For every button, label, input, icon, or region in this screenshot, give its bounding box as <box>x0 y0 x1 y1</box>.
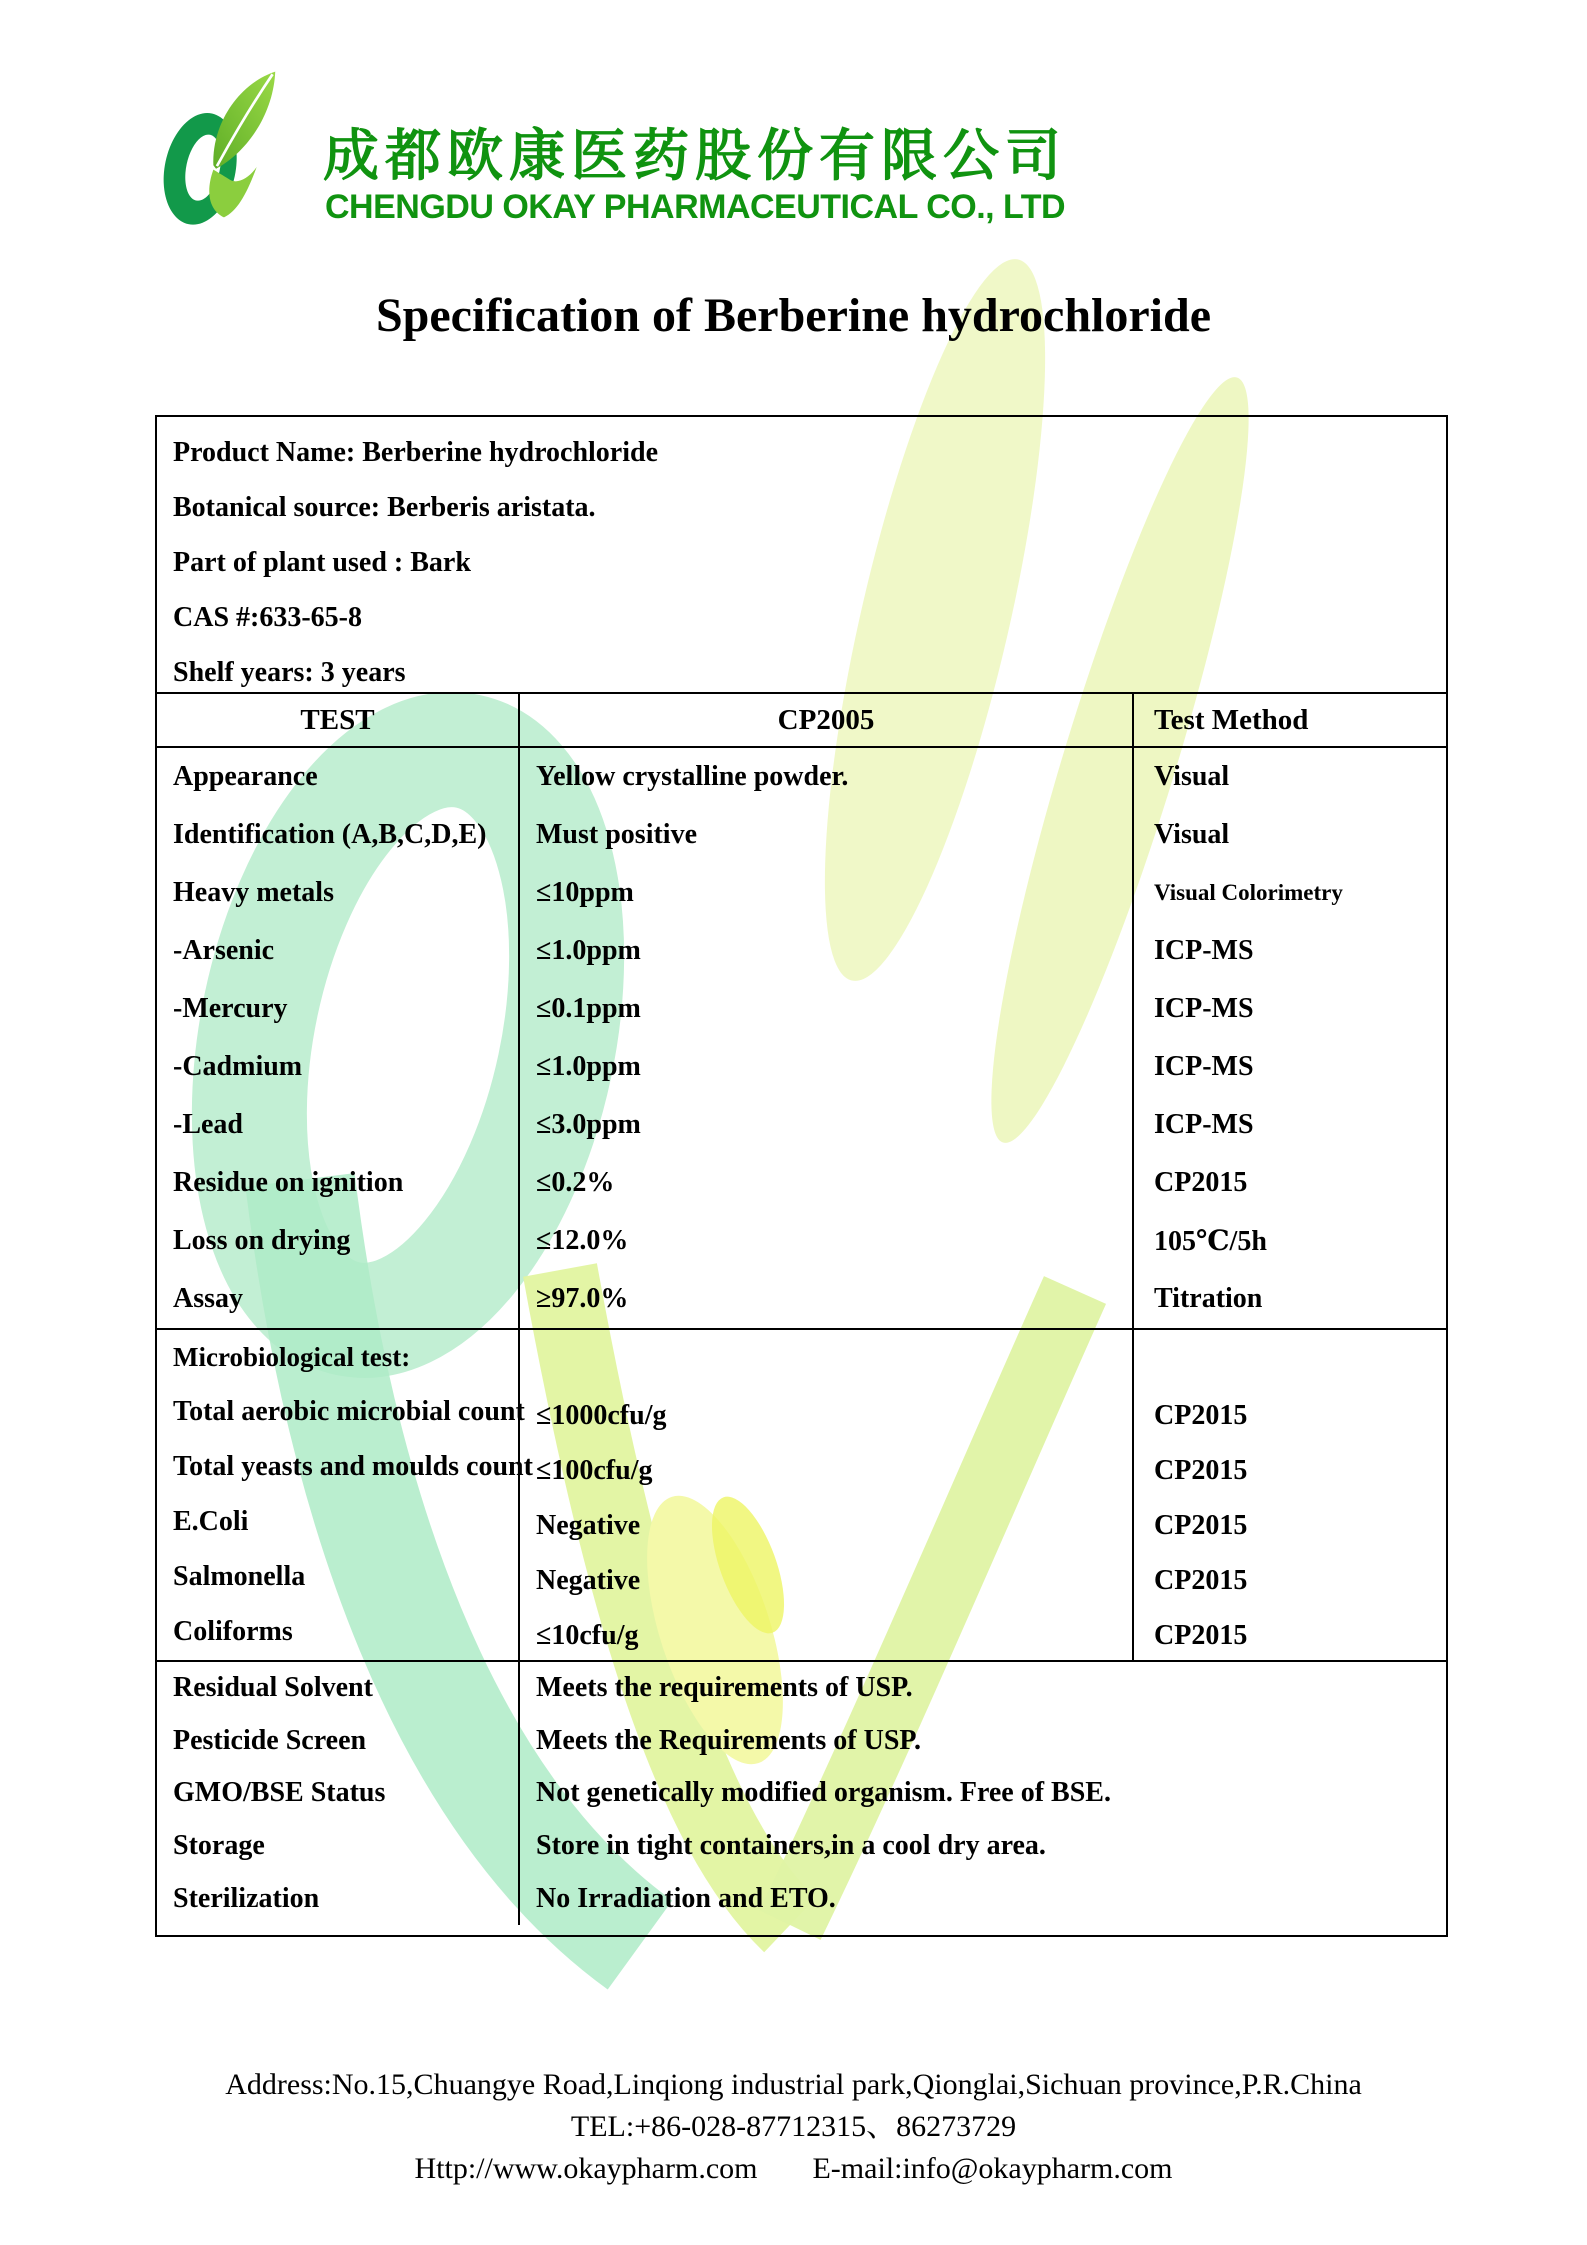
product-info-section <box>157 417 1446 692</box>
table-row: GMO/BSE Status Not genetically modified organism. Free of BSE. <box>157 1767 1446 1820</box>
footer-address: Address:No.15,Chuangye Road,Linqiong industrial park,Qionglai,Sichuan province,P.R.China <box>225 2068 1362 2101</box>
table-row: -Lead ≤3.0ppm ICP-MS <box>157 1096 1446 1154</box>
table-row: Residual Solvent Meets the requirements of USP. <box>157 1662 1446 1715</box>
page-title: Specification of Berberine hydrochloride <box>375 289 1212 342</box>
general-requirements-section <box>157 1660 1446 1925</box>
table-row: Sterilization No Irradiation and ETO. <box>157 1872 1446 1925</box>
micro-method-column: CP2015 CP2015 CP2015 CP2015 CP2015 <box>1132 1330 1446 1660</box>
company-logo-icon <box>125 52 315 237</box>
micro-spec-column: ≤1000cfu/g ≤100cfu/g Negative Negative ≤10cfu/g <box>518 1330 1132 1660</box>
cas-label: CAS #: <box>173 602 260 633</box>
column-header-cp2005: CP2005 <box>518 694 1132 746</box>
table-row: Loss on drying ≤12.0% 105℃/5h <box>157 1212 1446 1270</box>
plant-part-label: Part of plant used : <box>173 547 404 578</box>
table-row: Identification (A,B,C,D,E) Must positive Visual <box>157 806 1446 864</box>
table-row: Residue on ignition ≤0.2% CP2015 <box>157 1154 1446 1212</box>
column-header-test: TEST <box>300 703 375 736</box>
plant-part-value: Bark <box>410 547 471 578</box>
botanical-source-label: Botanical source: <box>173 492 381 523</box>
letterhead <box>125 52 1225 252</box>
footer <box>0 2064 1587 2190</box>
cas-line <box>173 590 1446 645</box>
company-name-chinese: 成都欧康医药股份有限公司 <box>323 124 1067 189</box>
product-name-label: Product Name: <box>173 437 356 468</box>
test-rows-section <box>157 746 1446 1328</box>
table-row: -Arsenic ≤1.0ppm ICP-MS <box>157 922 1446 980</box>
shelf-years-value: 3 years <box>320 657 406 688</box>
shelf-years-label: Shelf years: <box>173 657 314 688</box>
table-header-row <box>157 692 1446 746</box>
plant-part-line <box>173 535 1446 590</box>
company-name-english: CHENGDU OKAY PHARMACEUTICAL CO., LTD <box>325 188 1066 226</box>
table-row: Appearance Yellow crystalline powder. Visual <box>157 748 1446 806</box>
product-name-value: Berberine hydrochloride <box>362 437 659 468</box>
botanical-source-value: Berberis aristata. <box>387 492 596 523</box>
micro-section-heading: Microbiological test: <box>173 1341 411 1372</box>
cas-value: 633-65-8 <box>259 602 362 633</box>
microbiological-section <box>157 1328 1446 1660</box>
specification-table <box>155 415 1448 1937</box>
table-row: -Mercury ≤0.1ppm ICP-MS <box>157 980 1446 1038</box>
table-row: Storage Store in tight containers,in a cool dry area. <box>157 1820 1446 1873</box>
footer-telephone: TEL:+86-028-87712315、86273729 <box>570 2110 1017 2143</box>
footer-website: Http://www.okaypharm.com <box>414 2152 758 2185</box>
table-row: -Cadmium ≤1.0ppm ICP-MS <box>157 1038 1446 1096</box>
footer-email: E-mail:info@okaypharm.com <box>812 2152 1173 2185</box>
product-name-line <box>173 425 1446 480</box>
table-row: Heavy metals ≤10ppm Visual Colorimetry <box>157 864 1446 922</box>
table-row: Pesticide Screen Meets the Requirements of USP. <box>157 1715 1446 1768</box>
table-row: Assay ≥97.0% Titration <box>157 1270 1446 1328</box>
micro-test-column: Microbiological test: Total aerobic microbial count Total yeasts and moulds count E.Coli Salmonella Coliforms <box>157 1330 518 1660</box>
botanical-source-line <box>173 480 1446 535</box>
column-header-test-method: Test Method <box>1132 694 1446 746</box>
